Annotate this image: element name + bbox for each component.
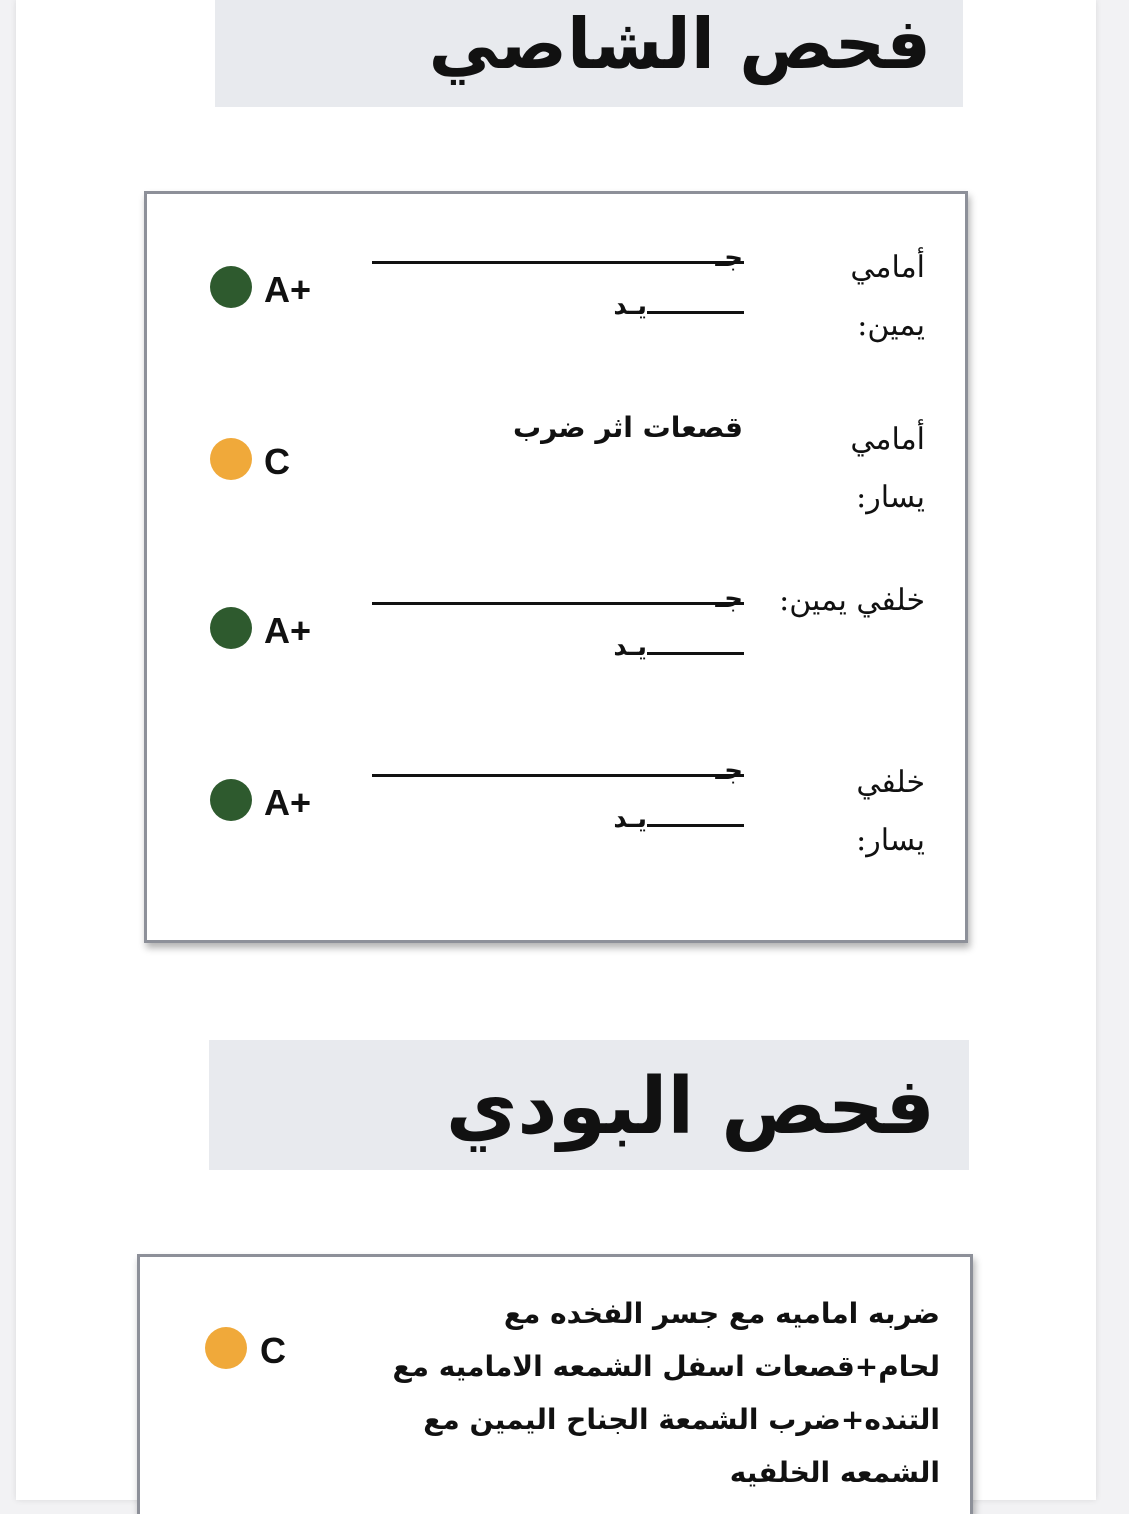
- status-mark-2: يـد: [613, 804, 647, 834]
- body-section-banner: [209, 1040, 969, 1170]
- status-mark: جـ: [715, 243, 743, 273]
- status-line-bottom: [647, 311, 744, 314]
- chassis-inspection-card: [144, 191, 968, 943]
- status-line-top: [372, 602, 744, 605]
- status-mark-2: يـد: [613, 632, 647, 662]
- status-line-bottom: [647, 652, 744, 655]
- grade-label: C: [260, 1330, 286, 1371]
- chassis-section-banner: [215, 0, 963, 107]
- chassis-section-title: فحص الشاصي: [428, 3, 931, 85]
- part-label: خلفي يمين:: [779, 583, 925, 618]
- body-section-title: فحص البودي: [445, 1062, 935, 1152]
- grade-label: C: [264, 441, 290, 482]
- grade-indicator-dot: [210, 607, 252, 649]
- grade-indicator-dot: [205, 1327, 247, 1369]
- chassis-row-rear-left: [147, 754, 965, 904]
- grade-indicator-dot: [210, 266, 252, 308]
- part-label: أمامي يسار:: [850, 422, 925, 515]
- body-inspection-card: [137, 1254, 973, 1514]
- status-line-bottom: [647, 824, 744, 827]
- grade-indicator-dot: [210, 779, 252, 821]
- grade-label: A+: [264, 610, 312, 651]
- chassis-row-rear-right: [147, 582, 965, 732]
- chassis-row-front-left: [147, 411, 965, 561]
- part-label: أمامي يمين:: [850, 250, 925, 343]
- status-line-top: [372, 774, 744, 777]
- status-line-top: [372, 261, 744, 264]
- part-label: خلفي يسار:: [856, 765, 925, 858]
- grade-label: A+: [264, 269, 312, 310]
- body-damage-description: ضربه اماميه مع جسر الفخده مع لحام+قصعات اسفل الشمعه الاماميه مع التنده+ضرب الشمعة الجناح اليمين مع الشمعه الخلفيه: [392, 1297, 940, 1489]
- grade-indicator-dot: [210, 438, 252, 480]
- status-mark: جـ: [715, 756, 743, 786]
- grade-label: A+: [264, 782, 312, 823]
- chassis-row-front-right: [147, 239, 965, 389]
- status-mark: جـ: [715, 584, 743, 614]
- part-note: قصعات اثر ضرب: [512, 411, 743, 444]
- status-mark-2: يـد: [613, 291, 647, 321]
